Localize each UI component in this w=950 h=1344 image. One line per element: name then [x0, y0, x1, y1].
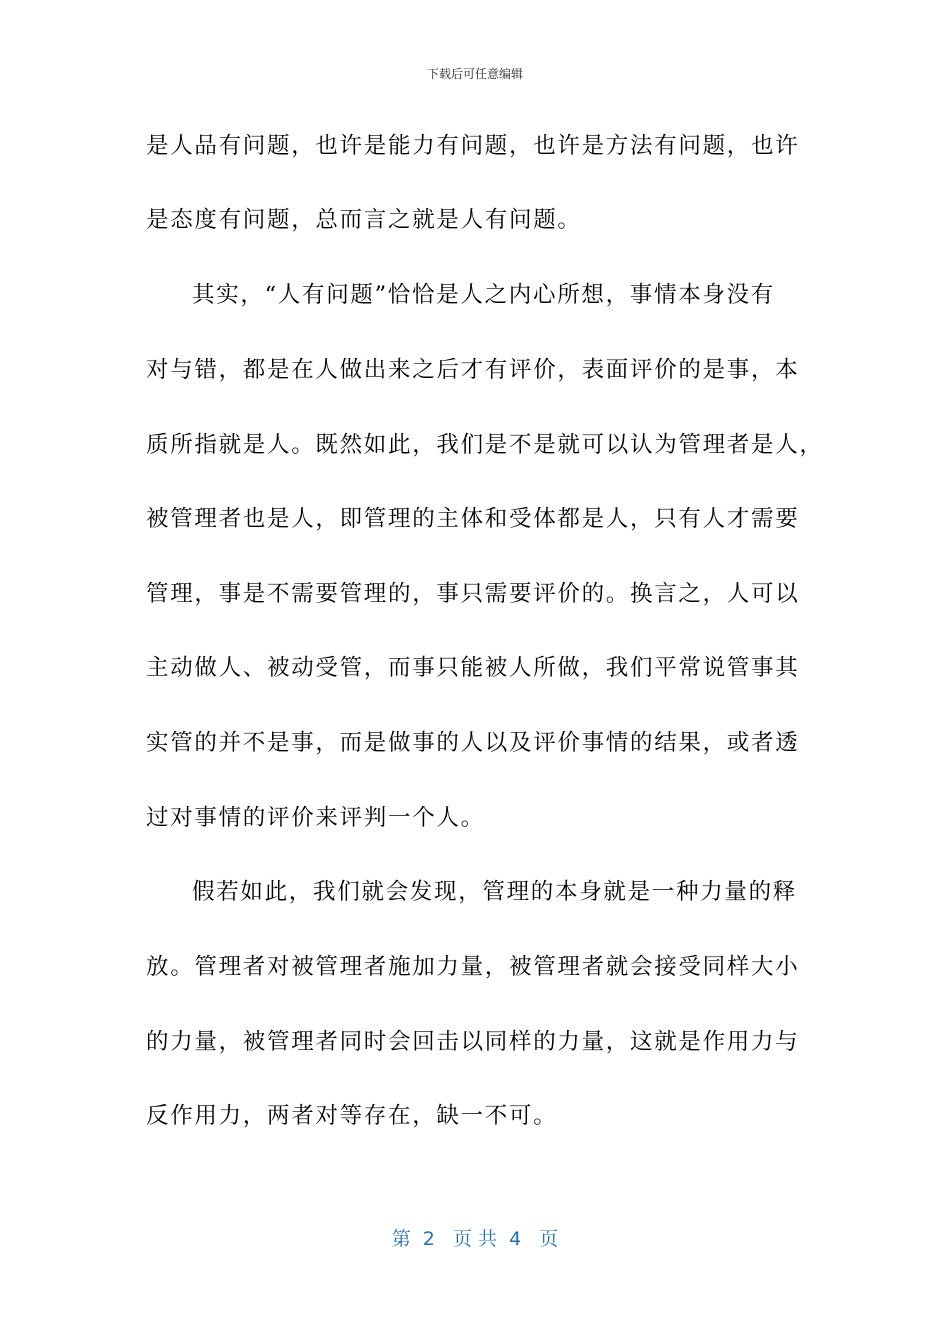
- paragraph-start-line: 其实，“人有问题”恰恰是人之内心所想，事情本身没有: [192, 282, 776, 308]
- text-line: 的力量，被管理者同时会回击以同样的力量，这就是作用力与: [146, 1029, 800, 1055]
- text-line: 被管理者也是人，即管理的主体和受体都是人，只有人才需要: [146, 506, 800, 532]
- text-line: 质所指就是人。既然如此，我们是不是就可以认为管理者是人，: [146, 432, 824, 458]
- page-header: 下载后可任意编辑: [426, 67, 523, 81]
- text-line: 反作用力，两者对等存在，缺一不可。: [146, 1103, 558, 1129]
- text-line: 是态度有问题，总而言之就是人有问题。: [146, 207, 582, 233]
- text-line: 放。管理者对被管理者施加力量，被管理者就会接受同样大小: [146, 954, 800, 980]
- text-line: 管理，事是不需要管理的，事只需要评价的。换言之，人可以: [146, 581, 800, 607]
- page-number-footer: 第 2 页 共 4 页: [391, 1228, 559, 1250]
- text-line: 对与错，都是在人做出来之后才有评价，表面评价的是事，本: [146, 357, 800, 383]
- text-line: 实管的并不是事，而是做事的人以及评价事情的结果，或者透: [146, 730, 800, 756]
- paragraph-start-line: 假若如此，我们就会发现，管理的本身就是一种力量的释: [192, 879, 798, 905]
- text-line: 过对事情的评价来评判一个人。: [146, 805, 485, 831]
- text-line: 主动做人、被动受管，而事只能被人所做，我们平常说管事其: [146, 655, 800, 681]
- text-line: 是人品有问题，也许是能力有问题，也许是方法有问题，也许: [146, 133, 800, 159]
